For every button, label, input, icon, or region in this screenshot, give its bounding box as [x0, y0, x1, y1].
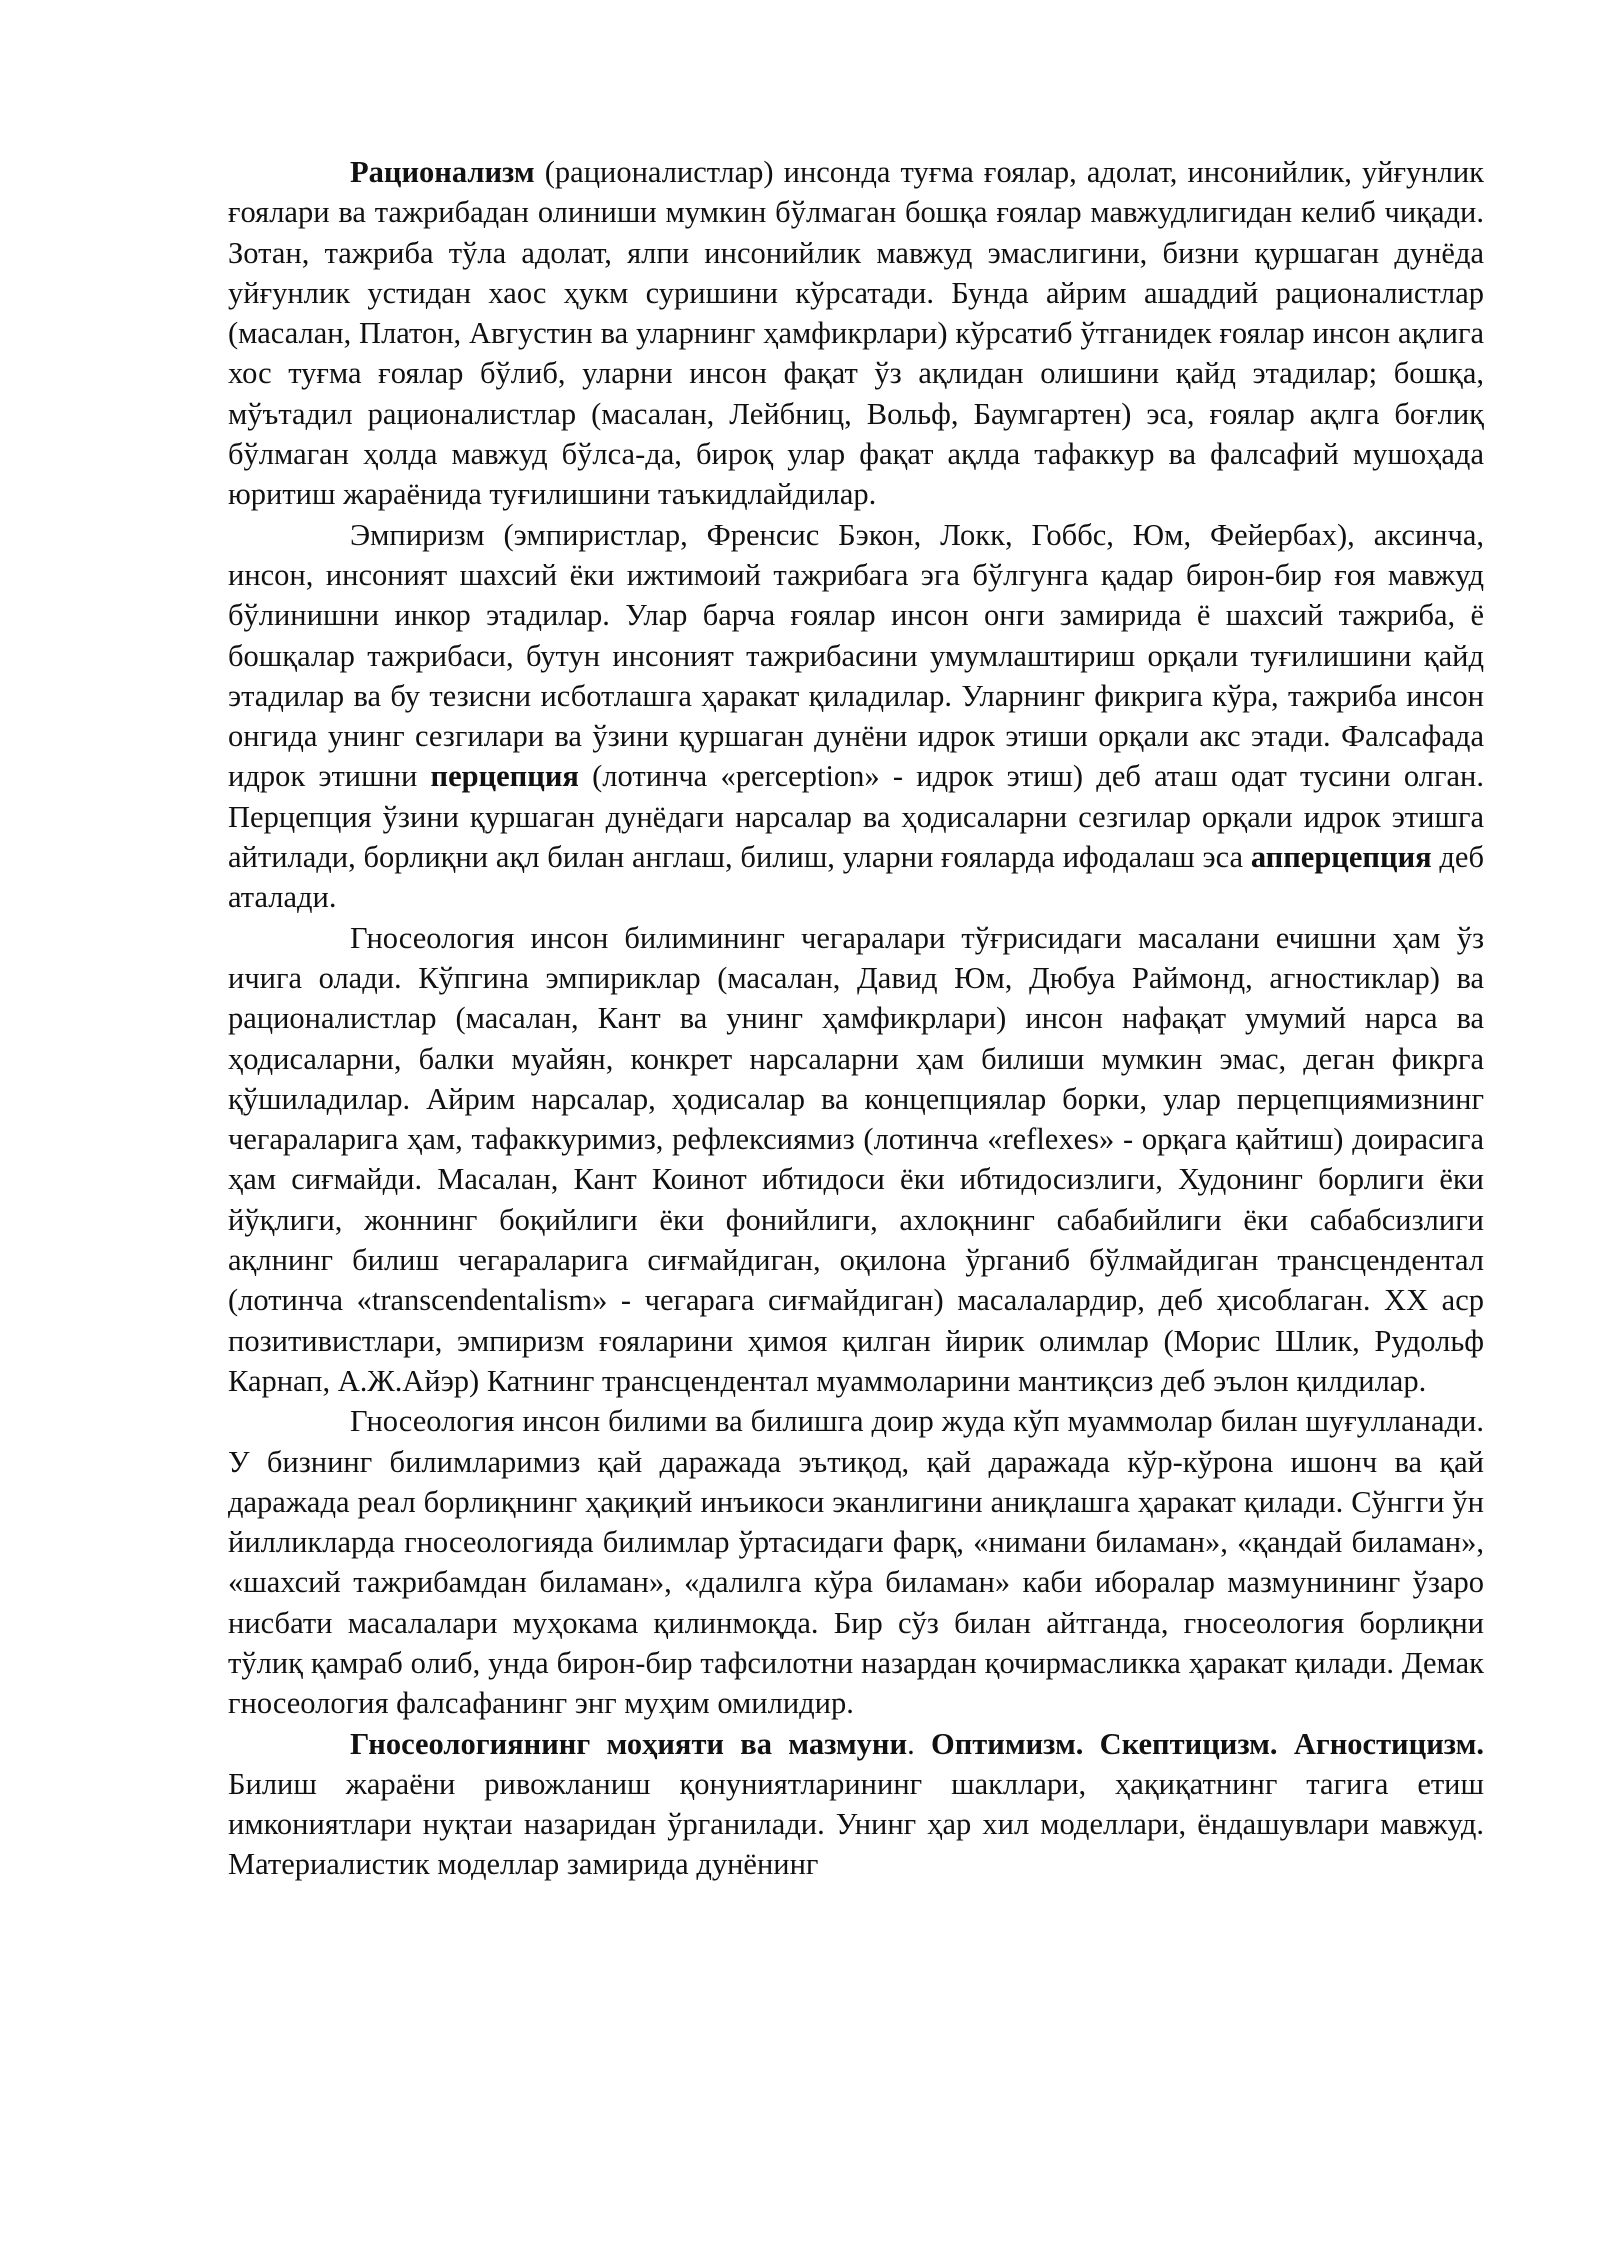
paragraph-gnoseology-problems — [228, 1401, 1484, 1723]
paragraph-text: Гносеология инсон билими ва билишга доир жуда кўп муаммолар билан шуғулланади. У бизнинг билимларимиз қай даражада эътиқод, қай даражада кўр-кўрона ишонч ва қай даражада реал борлиқнинг ҳақиқий инъикоси эканлигини аниқлашга ҳаракат қилади. Сўнгги ўн йилликларда гносеологияда билимлар ўртасидаги фарқ, «нимани биламан», «қандай биламан», «шахсий тажрибамдан биламан», «далилга кўра биламан» каби иборалар мазмунининг ўзаро нисбати масалалари муҳокама қилинмоқда. Бир сўз билан айтганда, гносеология борлиқни тўлиқ қамраб олиб, унда бирон-бир тафсилотни назардан қочирмасликка ҳаракат қилади. Демак гносеология фалсафанинг энг муҳим омилидир. — [228, 1404, 1484, 1721]
paragraph-text: Билиш жараёни ривожланиш қонуниятларининг шакллари, ҳақиқатнинг тагига етиш имкониятлари нуқтаи назаридан ўрганилади. Унинг ҳар хил моделлари, ёндашувлари мавжуд. Материалистик моделлар замирида дунёнинг — [228, 1766, 1484, 1882]
paragraph-empiricism — [228, 515, 1484, 918]
section-subheading: Оптимизм. Скептицизм. Агностицизм. — [930, 1726, 1484, 1761]
paragraph-text: деб аталади. — [228, 840, 1484, 915]
paragraph-section-heading — [228, 1724, 1484, 1885]
paragraph-rationalism — [228, 152, 1484, 515]
paragraph-text: Эмпиризм (эмпиристлар, Френсис Бэкон, Локк, Гоббс, Юм, Фейербах), аксинча, инсон, инсоният шахсий ёки ижтимоий тажрибага эга бўлгунга қадар бирон-бир ғоя мавжуд бўлинишни инкор этадилар. Улар барча ғоялар инсон онги замирида ё шахсий тажриба, ё бошқалар тажрибаси, бутун инсоният тажрибасини умумлаштириш орқали туғилишини қайд этадилар ва бу тезисни исботлашга ҳаракат қиладилар. Уларнинг фикрига кўра, тажриба инсон онгида унинг сезгилари ва ўзини қуршаган дунёни идрок этиши орқали акс этади. Фалсафада идрок этишни — [228, 517, 1484, 794]
paragraph-limits-of-knowledge — [228, 918, 1484, 1402]
paragraph-text: (рационалистлар) инсонда туғма ғоялар, адолат, инсонийлик, уйғунлик ғоялари ва тажрибадан олиниши мумкин бўлмаган бошқа ғоялар мавжудлигидан келиб чиқади. Зотан, тажриба тўла адолат, ялпи инсонийлик мавжуд эмаслигини, бизни қуршаган дунёда уйғунлик устидан хаос ҳукм суришини кўрсатади. Бунда айрим ашаддий рационалистлар (масалан, Платон, Августин ва уларнинг ҳамфикрлари) кўрсатиб ўтганидек ғоялар инсон ақлига хос туғма ғоялар бўлиб, уларни инсон фақат ўз ақлидан олишини қайд этадилар; бошқа, мўътадил рационалистлар (масалан, Лейбниц, Вольф, Баумгартен) эса, ғоялар ақлга боғлиқ бўлмаган ҳолда мавжуд бўлса-да, бироқ улар фақат ақлда тафаккур ва фалсафий мушоҳада юритиш жараёнида туғилишини таъкидлайдилар. — [228, 155, 1484, 512]
term-rationalism: Рационализм — [350, 155, 535, 189]
document-page — [228, 152, 1484, 1885]
section-heading: Гносеологиянинг моҳияти ва мазмуни — [350, 1726, 908, 1761]
term-perception: перцепция — [430, 759, 579, 794]
term-apperception: апперцепция — [1250, 840, 1432, 875]
paragraph-text: (лотинча «perception» - идрок этиш) деб аташ одат тусини олган. Перцепция ўзини қуршаган дунёдаги нарсалар ва ҳодисаларни сезгилар орқали идрок этишга айтилади, борлиқни ақл билан англаш, билиш, уларни ғояларда ифодалаш эса — [228, 759, 1484, 875]
heading-separator: . — [907, 1726, 931, 1761]
paragraph-text: Гносеология инсон билимининг чегаралари тўғрисидаги масалани ечишни ҳам ўз ичига олади. Кўпгина эмпириклар (масалан, Давид Юм, Дюбуа Раймонд, агностиклар) ва рационалистлар (масалан, Кант ва унинг ҳамфикрлари) инсон нафақат умумий нарса ва ҳодисаларни, балки муайян, конкрет нарсаларни ҳам билиши мумкин эмас, деган фикрга қўшиладилар. Айрим нарсалар, ҳодисалар ва концепциялар борки, улар перцепциямизнинг чегараларига ҳам, тафаккуримиз, рефлексиямиз (лотинча «reflexes» - орқага қайтиш) доирасига ҳам сиғмайди. Масалан, Кант Коинот ибтидоси ёки ибтидосизлиги, Худонинг борлиги ёки йўқлиги, жоннинг боқийлиги ёки фонийлиги, ахлоқнинг сабабийлиги ёки сабабсизлиги ақлнинг билиш чегараларига сиғмайдиган, оқилона ўрганиб бўлмайдиган трансцендентал (лотинча «transcendentalism» - чегарага сиғмайдиган) масалалардир, деб ҳисоблаган. ХХ аср позитивистлари, эмпиризм ғояларини ҳимоя қилган йирик олимлар (Морис Шлик, Рудольф Карнап, А.Ж.Айэр) Катнинг трансцендентал муаммоларини мантиқсиз деб эълон қилдилар. — [228, 920, 1484, 1398]
